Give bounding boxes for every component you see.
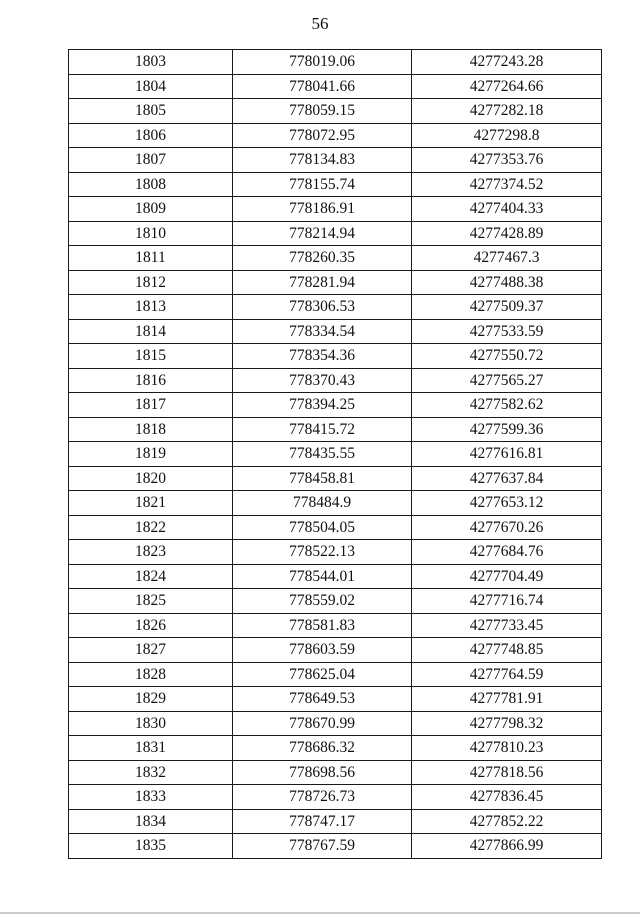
y-coordinate-cell: 4277810.23 bbox=[412, 736, 602, 761]
y-coordinate-cell: 4277653.12 bbox=[412, 491, 602, 516]
y-coordinate-cell: 4277684.76 bbox=[412, 540, 602, 565]
x-coordinate-cell: 778415.72 bbox=[233, 417, 412, 442]
x-coordinate-cell: 778281.94 bbox=[233, 270, 412, 295]
y-coordinate-cell: 4277866.99 bbox=[412, 834, 602, 859]
point-number-cell: 1809 bbox=[69, 197, 233, 222]
table-row bbox=[69, 809, 602, 834]
x-coordinate-cell: 778214.94 bbox=[233, 221, 412, 246]
x-coordinate-cell: 778603.59 bbox=[233, 638, 412, 663]
table-row bbox=[69, 197, 602, 222]
y-coordinate-cell: 4277582.62 bbox=[412, 393, 602, 418]
table-row bbox=[69, 270, 602, 295]
point-number-cell: 1813 bbox=[69, 295, 233, 320]
table-row bbox=[69, 638, 602, 663]
point-number-cell: 1810 bbox=[69, 221, 233, 246]
table-row bbox=[69, 295, 602, 320]
point-number-cell: 1811 bbox=[69, 246, 233, 271]
x-coordinate-cell: 778394.25 bbox=[233, 393, 412, 418]
y-coordinate-cell: 4277798.32 bbox=[412, 711, 602, 736]
point-number-cell: 1821 bbox=[69, 491, 233, 516]
table-row bbox=[69, 393, 602, 418]
page-number: 56 bbox=[311, 14, 329, 33]
table-row bbox=[69, 613, 602, 638]
point-number-cell: 1812 bbox=[69, 270, 233, 295]
table-row bbox=[69, 785, 602, 810]
x-coordinate-cell: 778581.83 bbox=[233, 613, 412, 638]
x-coordinate-cell: 778522.13 bbox=[233, 540, 412, 565]
point-number-cell: 1808 bbox=[69, 172, 233, 197]
x-coordinate-cell: 778726.73 bbox=[233, 785, 412, 810]
x-coordinate-cell: 778670.99 bbox=[233, 711, 412, 736]
x-coordinate-cell: 778686.32 bbox=[233, 736, 412, 761]
x-coordinate-cell: 778354.36 bbox=[233, 344, 412, 369]
table-row bbox=[69, 515, 602, 540]
point-number-cell: 1825 bbox=[69, 589, 233, 614]
table-row bbox=[69, 319, 602, 344]
y-coordinate-cell: 4277670.26 bbox=[412, 515, 602, 540]
table-row bbox=[69, 834, 602, 859]
x-coordinate-cell: 778767.59 bbox=[233, 834, 412, 859]
table-row bbox=[69, 368, 602, 393]
table-row bbox=[69, 564, 602, 589]
point-number-cell: 1820 bbox=[69, 466, 233, 491]
table-row bbox=[69, 50, 602, 75]
point-number-cell: 1803 bbox=[69, 50, 233, 75]
x-coordinate-cell: 778072.95 bbox=[233, 123, 412, 148]
table-row bbox=[69, 466, 602, 491]
x-coordinate-cell: 778059.15 bbox=[233, 99, 412, 124]
table-row bbox=[69, 687, 602, 712]
point-number-cell: 1822 bbox=[69, 515, 233, 540]
x-coordinate-cell: 778041.66 bbox=[233, 74, 412, 99]
y-coordinate-cell: 4277637.84 bbox=[412, 466, 602, 491]
x-coordinate-cell: 778370.43 bbox=[233, 368, 412, 393]
y-coordinate-cell: 4277818.56 bbox=[412, 760, 602, 785]
x-coordinate-cell: 778484.9 bbox=[233, 491, 412, 516]
y-coordinate-cell: 4277733.45 bbox=[412, 613, 602, 638]
y-coordinate-cell: 4277852.22 bbox=[412, 809, 602, 834]
y-coordinate-cell: 4277488.38 bbox=[412, 270, 602, 295]
x-coordinate-cell: 778260.35 bbox=[233, 246, 412, 271]
point-number-cell: 1834 bbox=[69, 809, 233, 834]
y-coordinate-cell: 4277781.91 bbox=[412, 687, 602, 712]
table-row bbox=[69, 246, 602, 271]
point-number-cell: 1835 bbox=[69, 834, 233, 859]
table-row bbox=[69, 442, 602, 467]
y-coordinate-cell: 4277836.45 bbox=[412, 785, 602, 810]
point-number-cell: 1804 bbox=[69, 74, 233, 99]
y-coordinate-cell: 4277764.59 bbox=[412, 662, 602, 687]
x-coordinate-cell: 778544.01 bbox=[233, 564, 412, 589]
y-coordinate-cell: 4277748.85 bbox=[412, 638, 602, 663]
y-coordinate-cell: 4277404.33 bbox=[412, 197, 602, 222]
y-coordinate-cell: 4277467.3 bbox=[412, 246, 602, 271]
x-coordinate-cell: 778747.17 bbox=[233, 809, 412, 834]
x-coordinate-cell: 778334.54 bbox=[233, 319, 412, 344]
table-body bbox=[69, 50, 602, 859]
y-coordinate-cell: 4277428.89 bbox=[412, 221, 602, 246]
point-number-cell: 1827 bbox=[69, 638, 233, 663]
table-row bbox=[69, 417, 602, 442]
point-number-cell: 1816 bbox=[69, 368, 233, 393]
table-row bbox=[69, 172, 602, 197]
point-number-cell: 1806 bbox=[69, 123, 233, 148]
x-coordinate-cell: 778458.81 bbox=[233, 466, 412, 491]
x-coordinate-cell: 778306.53 bbox=[233, 295, 412, 320]
page-bottom-edge bbox=[0, 912, 640, 914]
y-coordinate-cell: 4277533.59 bbox=[412, 319, 602, 344]
y-coordinate-cell: 4277298.8 bbox=[412, 123, 602, 148]
x-coordinate-cell: 778155.74 bbox=[233, 172, 412, 197]
table-row bbox=[69, 540, 602, 565]
y-coordinate-cell: 4277509.37 bbox=[412, 295, 602, 320]
x-coordinate-cell: 778019.06 bbox=[233, 50, 412, 75]
y-coordinate-cell: 4277282.18 bbox=[412, 99, 602, 124]
point-number-cell: 1805 bbox=[69, 99, 233, 124]
table-row bbox=[69, 736, 602, 761]
x-coordinate-cell: 778435.55 bbox=[233, 442, 412, 467]
point-number-cell: 1830 bbox=[69, 711, 233, 736]
y-coordinate-cell: 4277243.28 bbox=[412, 50, 602, 75]
coordinates-table bbox=[68, 49, 602, 859]
table-row bbox=[69, 344, 602, 369]
table-row bbox=[69, 74, 602, 99]
point-number-cell: 1828 bbox=[69, 662, 233, 687]
point-number-cell: 1833 bbox=[69, 785, 233, 810]
table-row bbox=[69, 221, 602, 246]
table-row bbox=[69, 711, 602, 736]
point-number-cell: 1831 bbox=[69, 736, 233, 761]
point-number-cell: 1819 bbox=[69, 442, 233, 467]
table-row bbox=[69, 662, 602, 687]
y-coordinate-cell: 4277374.52 bbox=[412, 172, 602, 197]
x-coordinate-cell: 778698.56 bbox=[233, 760, 412, 785]
table-row bbox=[69, 589, 602, 614]
y-coordinate-cell: 4277353.76 bbox=[412, 148, 602, 173]
y-coordinate-cell: 4277716.74 bbox=[412, 589, 602, 614]
table-row bbox=[69, 99, 602, 124]
y-coordinate-cell: 4277599.36 bbox=[412, 417, 602, 442]
y-coordinate-cell: 4277264.66 bbox=[412, 74, 602, 99]
point-number-cell: 1815 bbox=[69, 344, 233, 369]
point-number-cell: 1823 bbox=[69, 540, 233, 565]
x-coordinate-cell: 778649.53 bbox=[233, 687, 412, 712]
point-number-cell: 1829 bbox=[69, 687, 233, 712]
table-row bbox=[69, 760, 602, 785]
x-coordinate-cell: 778134.83 bbox=[233, 148, 412, 173]
x-coordinate-cell: 778186.91 bbox=[233, 197, 412, 222]
x-coordinate-cell: 778504.05 bbox=[233, 515, 412, 540]
x-coordinate-cell: 778625.04 bbox=[233, 662, 412, 687]
y-coordinate-cell: 4277565.27 bbox=[412, 368, 602, 393]
point-number-cell: 1824 bbox=[69, 564, 233, 589]
table-row bbox=[69, 123, 602, 148]
point-number-cell: 1817 bbox=[69, 393, 233, 418]
y-coordinate-cell: 4277704.49 bbox=[412, 564, 602, 589]
table-row bbox=[69, 148, 602, 173]
y-coordinate-cell: 4277616.81 bbox=[412, 442, 602, 467]
point-number-cell: 1818 bbox=[69, 417, 233, 442]
y-coordinate-cell: 4277550.72 bbox=[412, 344, 602, 369]
point-number-cell: 1826 bbox=[69, 613, 233, 638]
table-row bbox=[69, 491, 602, 516]
point-number-cell: 1832 bbox=[69, 760, 233, 785]
point-number-cell: 1807 bbox=[69, 148, 233, 173]
point-number-cell: 1814 bbox=[69, 319, 233, 344]
x-coordinate-cell: 778559.02 bbox=[233, 589, 412, 614]
